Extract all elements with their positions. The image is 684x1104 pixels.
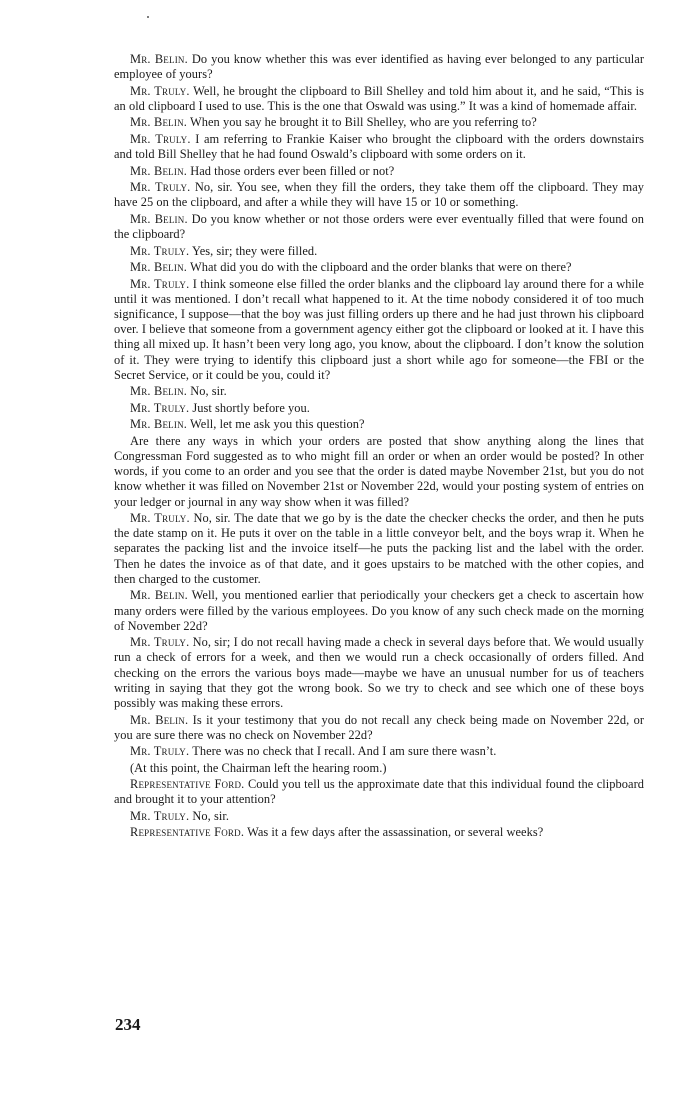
transcript-paragraph [114, 744, 644, 759]
paragraph-text: Just shortly before you. [192, 400, 310, 415]
transcript-paragraph [114, 511, 644, 587]
paragraph-text: No, sir. The date that we go by is the date the checker checks the order, and then he puts the date stamp on it. He puts it over on the table in a little conveyor belt, and the boys wrap it. When he separates the packing list and the invoice itself—he puts the packing list and the label with the order. Then he dates the invoice as of that date, and it goes upstairs to be matched with the other copies, and then charged to the customer. [114, 511, 644, 586]
paragraph-text: I am referring to Frankie Kaiser who brought the clipboard with the orders downstairs and told Bill Shelley that he had found Oswald’s clipboard with some orders on it. [114, 131, 645, 162]
speaker-name: Mr. Truly. [130, 83, 190, 98]
speaker-name: Mr. Truly. [130, 276, 190, 291]
speaker-name: Mr. Truly. [130, 180, 191, 195]
transcript-paragraph [114, 115, 644, 130]
speaker-name: Mr. Belin. [130, 417, 188, 432]
paragraph-text: Well, he brought the clipboard to Bill Shelley and told him about it, and he said, “This is an old clipboard I used to use. This is the one that Oswald was using.” It was a kind of homemade affair. [114, 83, 644, 113]
transcript-paragraph [114, 401, 644, 416]
transcript-paragraph [114, 260, 644, 275]
paragraph-text: What did you do with the clipboard and the order blanks that were on there? [190, 260, 572, 275]
speaker-name: Mr. Truly. [130, 511, 190, 526]
transcript-paragraph [114, 635, 644, 711]
transcript-paragraph [114, 713, 644, 743]
transcript-paragraph [114, 434, 644, 510]
paragraph-text: No, sir; I do not recall having made a check in several days before that. We would usually run a check of errors for a week, and then we would run a check occasionally of orders filled. And checking on the errors the various boys made—maybe we have an unusual number for us of teachers writing in saying that they got the wrong book. So we try to check and see which one of these boys possibly was making these errors. [114, 635, 644, 711]
transcript-paragraph [114, 809, 644, 824]
paragraph-text: Is it your testimony that you do not recall any check being made on November 22d, or you are sure there was no check on November 22d? [114, 712, 645, 742]
transcript-paragraph [114, 244, 644, 259]
speaker-name: Mr. Belin. [130, 52, 188, 66]
transcript-paragraph [114, 164, 644, 179]
speaker-name: Mr. Belin. [130, 384, 188, 399]
transcript-paragraph [114, 277, 644, 383]
transcript-paragraph [114, 212, 644, 242]
speaker-name: Mr. Truly. [130, 243, 190, 258]
speaker-name: Representative Ford. [130, 825, 245, 840]
speaker-name: Mr. Truly. [130, 744, 190, 759]
transcript-paragraph [114, 588, 644, 634]
paragraph-text: I think someone else filled the order blanks and the clipboard lay around there for a while until it was mentioned. I don’t recall what happened to it. At the time nobody considered it of too much significance, I suppose—that the boy was just filling orders up there and he had just thrown his clipboard over. I believe that someone from a government agency either got the clipboard or looked at it. I have this thing all mixed up. It hasn’t been very long ago, you know, about the clipboard. I don’t know the solution of it. They were trying to identify this clipboard just a short while ago for someone—the FBI or the Secret Service, or it could be you, could it? [114, 276, 644, 382]
paragraph-text: Well, let me ask you this question? [190, 417, 365, 432]
speaker-name: Mr. Truly. [130, 808, 190, 823]
paragraph-text: Well, you mentioned earlier that periodically your checkers get a check to ascertain how many orders were filled by the various employees. Do you know of any such check made on the morning of November 22d? [114, 588, 644, 633]
transcript-paragraph [114, 180, 644, 210]
transcript-paragraph [114, 384, 644, 399]
speaker-name: Mr. Truly. [130, 635, 190, 650]
paragraph-text: No, sir. [190, 384, 227, 399]
transcript-paragraph [114, 84, 644, 114]
transcript-paragraph [114, 761, 644, 776]
speaker-name: Mr. Belin. [130, 211, 188, 226]
page-speck [147, 16, 149, 18]
transcript-paragraph [114, 52, 644, 82]
speaker-name: Mr. Belin. [130, 712, 189, 727]
paragraph-text: Do you know whether this was ever identified as having ever belonged to any particular employee of yours? [114, 52, 645, 82]
speaker-name: Mr. Truly. [130, 131, 191, 146]
paragraph-text: No, sir. You see, when they fill the orders, they take them off the clipboard. They may have 25 on the clipboard, and after a while they will have 15 or 10 or something. [114, 180, 644, 210]
speaker-name: Representative Ford. [130, 777, 245, 792]
transcript-paragraph [114, 132, 644, 162]
paragraph-text: Do you know whether or not those orders were ever eventually filled that were found on the clipboard? [114, 211, 644, 242]
paragraph-text: Was it a few days after the assassination, or several weeks? [247, 825, 544, 840]
transcript-paragraph [114, 825, 644, 840]
paragraph-text: When you say he brought it to Bill Shelley, who are you referring to? [190, 115, 537, 130]
paragraph-text: No, sir. [192, 808, 229, 823]
transcript-paragraph [114, 417, 644, 432]
transcript-paragraph [114, 777, 644, 807]
speaker-name: Mr. Belin. [130, 163, 188, 178]
paragraph-text: Are there any ways in which your orders are posted that show anything along the lines that Congressman Ford suggested as to who might fill an order or when an order would be posted? In other words, if you come to an order and you see that the order is dated maybe November 21st, but you do not know whether it was filled on November 21st or November 22d, would your posting system of entries on your ledger or journal in any way show when it was filled? [114, 433, 644, 509]
paragraph-text: Had those orders ever been filled or not? [190, 163, 395, 178]
speaker-name: Mr. Belin. [130, 260, 188, 275]
paragraph-text: There was no check that I recall. And I am sure there wasn’t. [192, 744, 497, 759]
speaker-name: Mr. Belin. [130, 588, 188, 603]
transcript-body [114, 52, 644, 842]
paragraph-text: (At this point, the Chairman left the hearing room.) [130, 760, 387, 775]
speaker-name: Mr. Truly. [130, 400, 190, 415]
paragraph-text: Could you tell us the approximate date that this individual found the clipboard and brought it to your attention? [114, 777, 644, 807]
page-number: 234 [115, 1015, 141, 1034]
speaker-name: Mr. Belin. [130, 115, 188, 130]
paragraph-text: Yes, sir; they were filled. [191, 243, 318, 258]
